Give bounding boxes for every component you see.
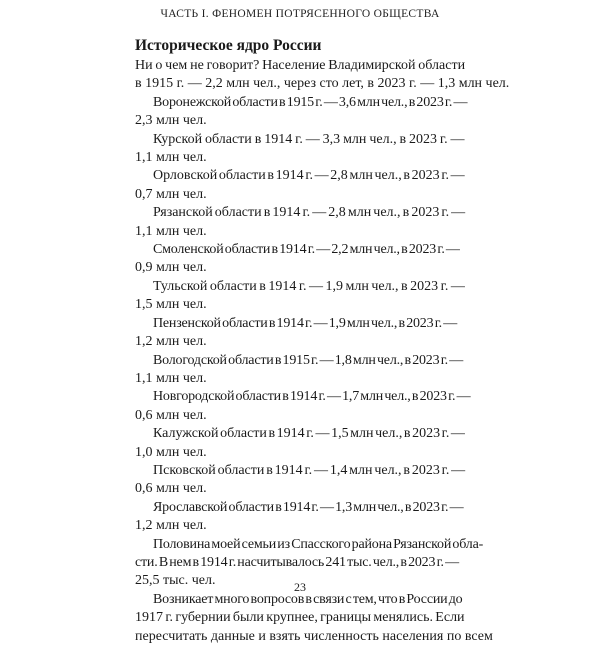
- text-line: 1,5 млн чел.: [135, 297, 207, 313]
- text-line: Псковской области в 1914 г. — 1,4 млн чел., в 2023 г. —: [153, 462, 466, 478]
- text-line: пересчитать данные и взять численность населения по всем: [135, 628, 493, 644]
- text-block: [135, 36, 510, 646]
- text-line: в 1915 г. — 2,2 млн чел., через сто лет, в 2023 г. — 1,3 млн чел.: [135, 76, 510, 92]
- text-line: 1917 г. губернии были крупнее, границы менялись. Если: [135, 610, 465, 626]
- text-line: Возникает много вопросов в связи с тем, что в России до: [153, 591, 463, 607]
- running-header: ЧАСТЬ I. ФЕНОМЕН ПОТРЯСЕННОГО ОБЩЕСТВА: [160, 8, 440, 20]
- paragraph: [135, 388, 471, 425]
- text-line: 25,5 тыс. чел.: [135, 573, 216, 589]
- text-line: Курской области в 1914 г. — 3,3 млн чел., в 2023 г. —: [153, 131, 465, 147]
- text-line: Воронежской области в 1915 г. — 3,6 млн чел., в 2023 г. —: [153, 94, 468, 110]
- text-line: Пензенской области в 1914 г. — 1,9 млн чел., в 2023 г. —: [153, 315, 458, 331]
- page-number: 23: [294, 580, 306, 594]
- text-line: 0,6 млн чел.: [135, 481, 207, 497]
- text-line: 1,2 млн чел.: [135, 518, 207, 534]
- text-line: Тульской области в 1914 г. — 1,9 млн чел., в 2023 г. —: [153, 278, 465, 294]
- text-line: 1,1 млн чел.: [135, 150, 207, 166]
- text-line: Смоленской области в 1914 г. — 2,2 млн чел., в 2023 г. —: [153, 242, 460, 258]
- text-line: 2,3 млн чел.: [135, 113, 207, 129]
- paragraph: [135, 94, 468, 131]
- text-line: сти. В нем в 1914 г. насчитывалось 241 тыс. чел., в 2023 г. —: [135, 554, 459, 570]
- text-line: Половина моей семьи из Спасского района Рязанской обла-: [153, 536, 484, 552]
- paragraph: [135, 352, 465, 389]
- text-line: 1,0 млн чел.: [135, 444, 207, 460]
- text-line: Ни о чем не говорит? Население Владимирской области: [135, 58, 466, 73]
- paragraph: [135, 57, 510, 94]
- text-line: Новгородской области в 1914 г. — 1,7 млн чел., в 2023 г. —: [153, 389, 471, 405]
- section-title: Историческое ядро России: [135, 37, 322, 54]
- paragraph: [135, 241, 465, 278]
- text-line: 1,2 млн чел.: [135, 334, 207, 350]
- paragraph: [135, 167, 465, 204]
- paragraph: [135, 315, 465, 352]
- paragraph: [135, 499, 465, 536]
- text-line: Вологодской области в 1915 г. — 1,8 млн чел., в 2023 г. —: [153, 352, 464, 368]
- text-line: Калужской области в 1914 г. — 1,5 млн чел., в 2023 г. —: [153, 426, 465, 442]
- paragraph: [135, 204, 465, 241]
- text-line: Ярославской области в 1914 г. — 1,3 млн чел., в 2023 г. —: [153, 499, 464, 515]
- text-line: 0,9 млн чел.: [135, 260, 207, 276]
- text-line: Рязанской области в 1914 г. — 2,8 млн чел., в 2023 г. —: [153, 205, 466, 221]
- paragraph: [135, 131, 465, 168]
- text-line: Орловской области в 1914 г. — 2,8 млн чел., в 2023 г. —: [153, 168, 465, 184]
- paragraph: [135, 425, 465, 462]
- text-line: 1,1 млн чел.: [135, 370, 207, 386]
- paragraph: [135, 278, 465, 315]
- text-line: 0,6 млн чел.: [135, 407, 207, 423]
- paragraph: [135, 462, 465, 499]
- text-line: 0,7 млн чел.: [135, 186, 207, 202]
- paragraph: [135, 591, 493, 646]
- text-line: 1,1 млн чел.: [135, 223, 207, 239]
